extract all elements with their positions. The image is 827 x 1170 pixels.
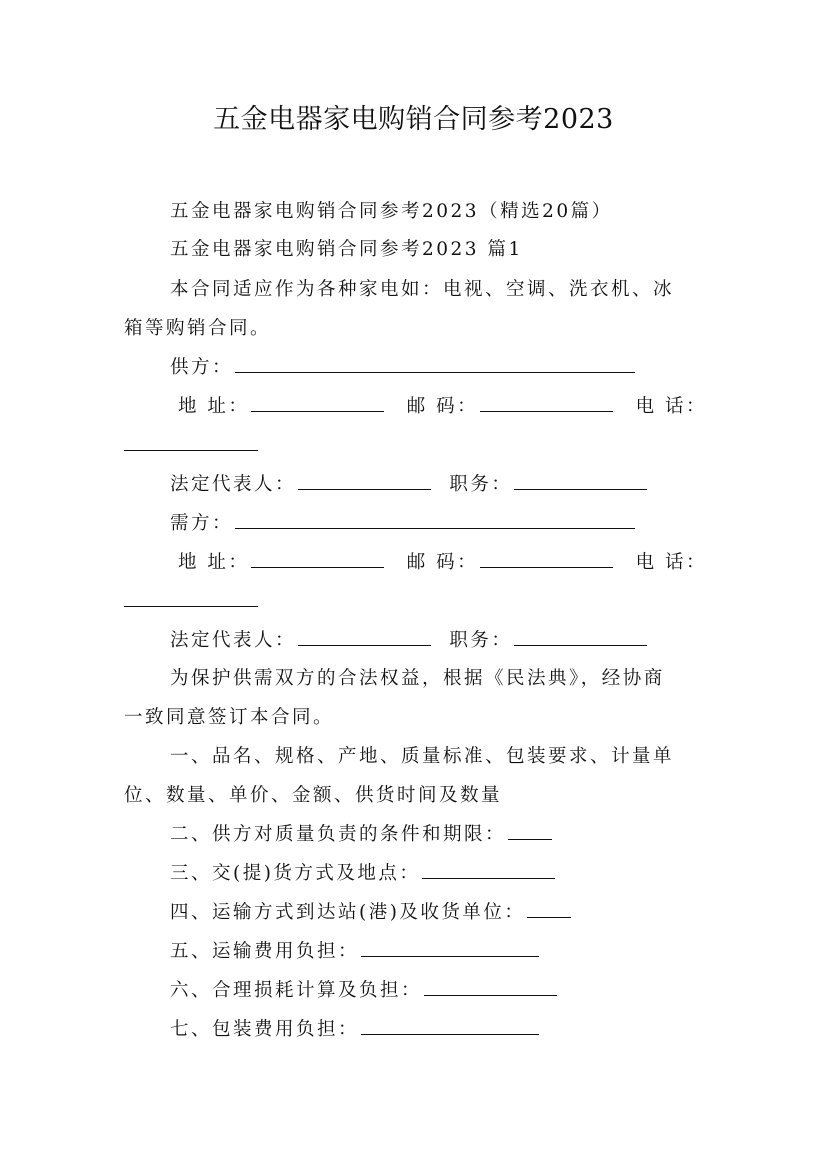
supplier-label: 供方： bbox=[170, 357, 234, 378]
position-blank bbox=[514, 471, 647, 490]
postcode-label: 邮 码： bbox=[406, 396, 479, 417]
phone-label: 电 话： bbox=[635, 552, 707, 573]
postcode-label: 邮 码： bbox=[406, 552, 479, 573]
legal-rep-label: 法定代表人： bbox=[170, 630, 297, 651]
supplier-field bbox=[170, 354, 635, 382]
clause-4 bbox=[170, 899, 571, 927]
clause-3 bbox=[170, 860, 555, 888]
legal-rep-blank bbox=[298, 627, 431, 646]
purpose-line-2: 一致同意签订本合同。 bbox=[124, 707, 335, 728]
clause-5 bbox=[170, 938, 539, 966]
supplier-phone-continuation bbox=[124, 432, 258, 460]
section-heading: 五金电器家电购销合同参考2023 篇1 bbox=[170, 239, 523, 260]
postcode-blank bbox=[480, 549, 613, 568]
buyer-blank bbox=[235, 510, 635, 529]
subtitle-line: 五金电器家电购销合同参考2023（精选20篇） bbox=[170, 201, 613, 222]
position-label: 职务： bbox=[449, 474, 513, 495]
buyer-label: 需方： bbox=[170, 513, 234, 534]
clause-7-text: 七、包装费用负担： bbox=[170, 1019, 360, 1040]
clause-2-blank bbox=[508, 821, 552, 840]
clause-5-blank bbox=[361, 938, 539, 957]
legal-rep-label: 法定代表人： bbox=[170, 474, 297, 495]
address-blank bbox=[251, 549, 384, 568]
clause-4-text: 四、运输方式到达站(港)及收货单位： bbox=[170, 902, 526, 923]
purpose-line-1: 为保护供需双方的合法权益，根据《民法典》，经协商 bbox=[170, 668, 665, 689]
legal-rep-blank bbox=[298, 471, 431, 490]
buyer-address-row bbox=[178, 549, 707, 577]
intro-line-2: 箱等购销合同。 bbox=[124, 318, 272, 339]
clause-2-text: 二、供方对质量负责的条件和期限： bbox=[170, 824, 507, 845]
clause-6-text: 六、合理损耗计算及负担： bbox=[170, 980, 423, 1001]
document-title: 五金电器家电购销合同参考2023 bbox=[213, 104, 614, 135]
intro-line-1: 本合同适应作为各种家电如：电视、空调、洗衣机、冰 bbox=[170, 279, 675, 300]
position-label: 职务： bbox=[449, 630, 513, 651]
supplier-blank bbox=[235, 354, 635, 373]
postcode-blank bbox=[480, 393, 613, 412]
position-blank bbox=[514, 627, 647, 646]
clause-1-line-2: 位、数量、单价、金额、供货时间及数量 bbox=[124, 785, 503, 806]
clause-1-line-1: 一、品名、规格、产地、质量标准、包装要求、计量单 bbox=[170, 746, 675, 767]
phone-label: 电 话： bbox=[635, 396, 707, 417]
buyer-rep-row bbox=[170, 627, 647, 655]
supplier-address-row bbox=[178, 393, 707, 421]
clause-5-text: 五、运输费用负担： bbox=[170, 941, 360, 962]
supplier-rep-row bbox=[170, 471, 647, 499]
buyer-field bbox=[170, 510, 635, 538]
clause-6-blank bbox=[424, 977, 557, 996]
phone-blank bbox=[124, 432, 258, 451]
address-label: 地 址： bbox=[178, 552, 250, 573]
clause-7-blank bbox=[361, 1016, 539, 1035]
address-label: 地 址： bbox=[178, 396, 250, 417]
clause-4-blank bbox=[527, 899, 571, 918]
phone-blank bbox=[124, 588, 258, 607]
clause-3-blank bbox=[422, 860, 555, 879]
clause-6 bbox=[170, 977, 557, 1005]
buyer-phone-continuation bbox=[124, 588, 258, 616]
clause-3-text: 三、交(提)货方式及地点： bbox=[170, 863, 421, 884]
clause-7 bbox=[170, 1016, 539, 1044]
address-blank bbox=[251, 393, 384, 412]
clause-2 bbox=[170, 821, 552, 849]
